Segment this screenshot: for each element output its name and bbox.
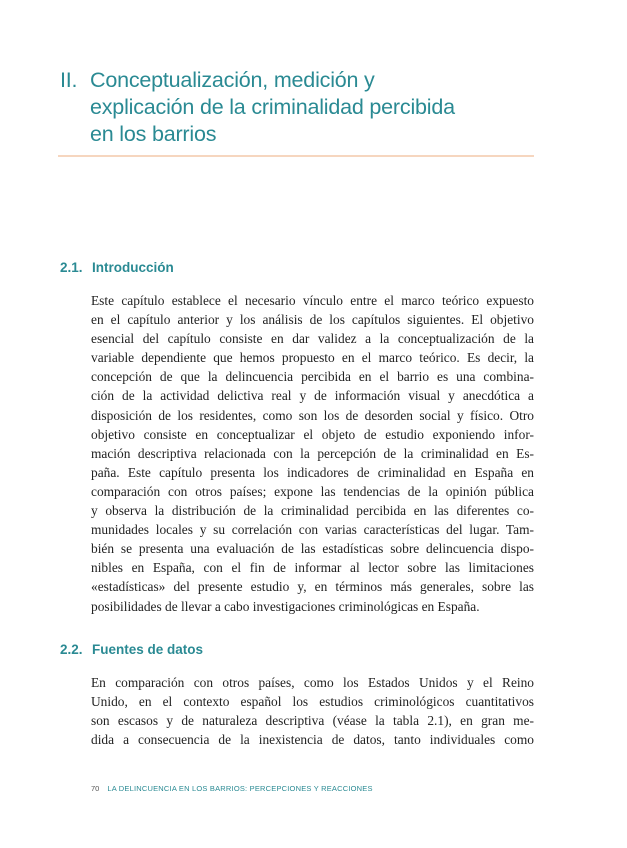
section-title: Fuentes de datos xyxy=(92,642,204,657)
chapter-title-line: en los barrios xyxy=(90,122,217,146)
text-line: ción de la actividad delictiva real y de información visual y anecdótica a xyxy=(91,388,534,404)
text-line: concepción de que la delincuencia percibida en el barrio es una combina- xyxy=(91,369,534,385)
text-line: son escasos y de naturaleza descriptiva (véase la tabla 2.1), en gran me- xyxy=(91,713,534,729)
text-line: En comparación con otros países, como los Estados Unidos y el Reino xyxy=(91,675,534,690)
text-line: Este capítulo establece el necesario vínculo entre el marco teórico expuesto xyxy=(91,293,534,308)
text-line: «estadísticas» del presente estudio y, en términos más generales, sobre las xyxy=(91,579,534,595)
text-line: dida a consecuencia de la inexistencia de datos, tanto individuales como xyxy=(91,732,534,748)
text-line: disposición de los residentes, como son los de desorden social y físico. Otro xyxy=(91,407,534,423)
chapter-number: II. xyxy=(60,68,78,92)
page-footer xyxy=(91,784,373,793)
text-line: esencial del capítulo consiste en dar validez a la conceptualización de la xyxy=(91,331,534,347)
section-heading-fuentes-de-datos xyxy=(60,642,203,657)
text-line: variable dependiente que hemos propuesto en el marco teórico. Es decir, la xyxy=(91,350,534,366)
text-line: nibles en España, con el fin de informar al lector sobre las limitaciones xyxy=(91,560,534,576)
section-number: 2.1. xyxy=(60,260,83,275)
title-divider xyxy=(58,155,534,157)
text-line: bién se presenta una evaluación de las estadísticas sobre delincuencia dispo- xyxy=(91,541,534,557)
chapter-title xyxy=(60,67,560,148)
text-line: munidades locales y su correlación con varias características del lugar. Tam- xyxy=(91,522,534,538)
paragraph-introduccion xyxy=(91,291,534,616)
running-footer-title: LA DELINCUENCIA EN LOS BARRIOS: PERCEPCIONES Y REACCIONES xyxy=(107,784,373,793)
text-line: mación descriptiva relacionada con la percepción de la criminalidad en Es- xyxy=(91,445,534,461)
page-number: 70 xyxy=(91,784,100,793)
paragraph-fuentes-de-datos xyxy=(91,673,534,749)
text-line: objetivo consiste en conceptualizar el objeto de estudio exponiendo infor- xyxy=(91,426,534,442)
chapter-title-line: Conceptualización, medición y xyxy=(90,68,375,92)
text-line: Unido, en el contexto español los estudios criminológicos cuantitativos xyxy=(91,694,534,710)
text-line: paña. Este capítulo presenta los indicadores de criminalidad en España en xyxy=(91,464,534,480)
chapter-title-line: explicación de la criminalidad percibida xyxy=(90,95,455,119)
text-line: posibilidades de llevar a cabo investigaciones criminológicas en España. xyxy=(91,598,480,614)
text-line: comparación con otros países; expone las tendencias de la opinión pública xyxy=(91,483,534,499)
text-line: en el capítulo anterior y los análisis de los capítulos siguientes. El objetivo xyxy=(91,312,534,328)
section-heading-introduccion xyxy=(60,260,174,275)
text-line: y observa la distribución de la criminalidad percibida en las diferentes co- xyxy=(91,503,534,519)
section-number: 2.2. xyxy=(60,642,83,657)
section-title: Introducción xyxy=(92,260,174,275)
